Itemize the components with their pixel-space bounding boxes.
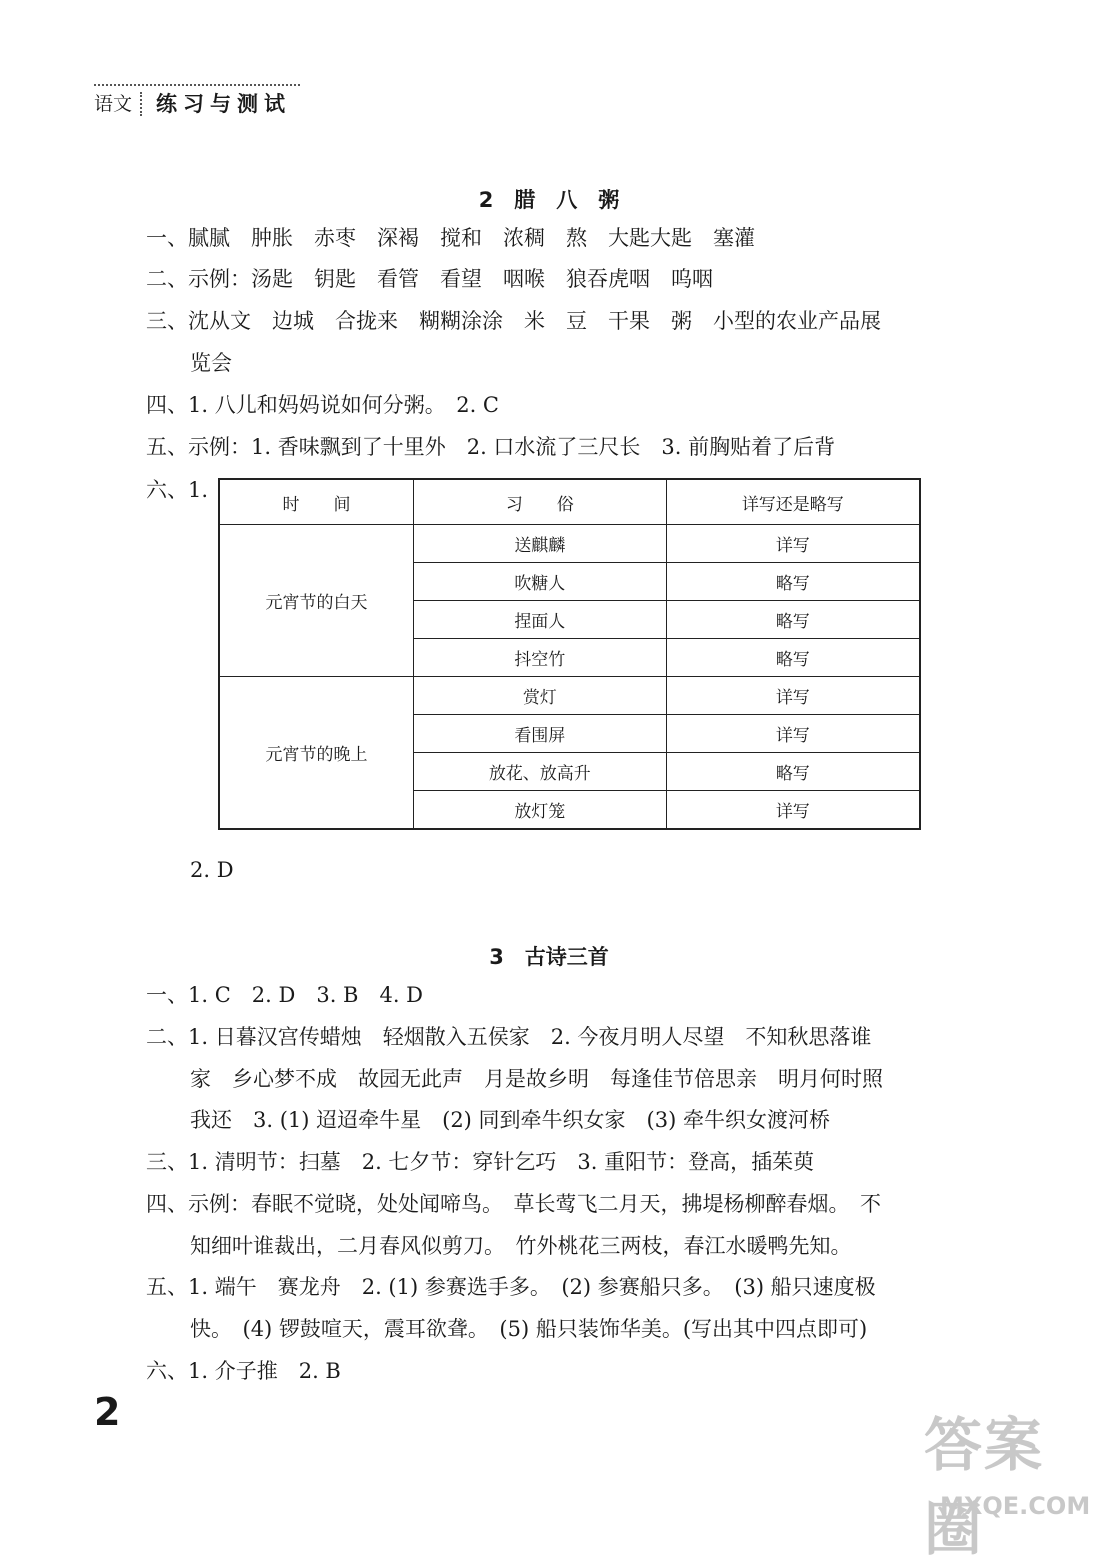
s2-q6-2: 2. D — [190, 858, 234, 882]
s3-q3: 三、1. 清明节：扫墓 2. 七夕节：穿针乞巧 3. 重阳节：登高，插茱萸 — [146, 1150, 815, 1174]
running-header — [94, 84, 300, 122]
table-time-cell: 元宵节的晚上 — [219, 677, 414, 830]
header-dotted-rule — [94, 84, 300, 86]
table-custom-cell: 放灯笼 — [414, 791, 667, 830]
table-custom-cell: 送麒麟 — [414, 525, 667, 563]
table-detail-cell: 略写 — [666, 753, 920, 791]
s3-q6: 六、1. 介子推 2. B — [146, 1359, 341, 1383]
s2-q3-line2: 览会 — [190, 351, 232, 375]
table-row — [219, 677, 920, 715]
table-detail-cell: 略写 — [666, 601, 920, 639]
header-book-title: 练习与测试 — [156, 92, 291, 116]
table-custom-cell: 赏灯 — [414, 677, 667, 715]
watermark-site: MXQE.COM — [940, 1492, 1091, 1520]
s3-q4-line2: 知细叶谁裁出，二月春风似剪刀。 竹外桃花三两枝，春江水暖鸭先知。 — [190, 1234, 852, 1258]
table-header-cell: 习 俗 — [414, 479, 667, 525]
watermark-logo: 答案圈 — [924, 1411, 1045, 1563]
section-3-title: 3 古诗三首 — [489, 945, 609, 969]
table-custom-cell: 捏面人 — [414, 601, 667, 639]
s2-q4: 四、1. 八儿和妈妈说如何分粥。 2. C — [146, 393, 499, 417]
table-time-cell: 元宵节的白天 — [219, 525, 414, 677]
table-detail-cell: 详写 — [666, 791, 920, 830]
table-detail-cell: 详写 — [666, 677, 920, 715]
s3-q1: 一、1. C 2. D 3. B 4. D — [146, 983, 424, 1007]
s3-q5-line1: 五、1. 端午 赛龙舟 2. (1) 参赛选手多。 (2) 参赛船只多。 (3) 船只速度极 — [146, 1275, 876, 1299]
s3-q5-line2: 快。 (4) 锣鼓喧天，震耳欲聋。 (5) 船只装饰华美。(写出其中四点即可) — [190, 1317, 868, 1341]
s2-q1: 一、腻腻 肿胀 赤枣 深褐 搅和 浓稠 熬 大匙大匙 塞灌 — [146, 226, 755, 250]
table-header-row — [219, 479, 920, 525]
s3-q4-line1: 四、示例：春眠不觉晓，处处闻啼鸟。 草长莺飞二月天，拂堤杨柳醉春烟。 不 — [146, 1192, 881, 1216]
page-number: 2 — [94, 1390, 121, 1434]
table-header-cell: 详写还是略写 — [666, 479, 920, 525]
section-2-title: 2 腊 八 粥 — [478, 188, 620, 212]
s3-q2-line2: 家 乡心梦不成 故园无此声 月是故乡明 每逢佳节倍思亲 明月何时照 — [190, 1067, 883, 1091]
table-row — [219, 525, 920, 563]
table-detail-cell: 略写 — [666, 563, 920, 601]
table-custom-cell: 看围屏 — [414, 715, 667, 753]
s2-q2: 二、示例：汤匙 钥匙 看管 看望 咽喉 狼吞虎咽 呜咽 — [146, 267, 713, 291]
header-subject: 语文 — [94, 92, 142, 116]
table-custom-cell: 抖空竹 — [414, 639, 667, 677]
s2-q6-label: 六、1. — [146, 478, 209, 502]
table-detail-cell: 略写 — [666, 639, 920, 677]
s3-q2-line1: 二、1. 日暮汉宫传蜡烛 轻烟散入五侯家 2. 今夜月明人尽望 不知秋思落谁 — [146, 1025, 872, 1049]
s2-q5: 五、示例：1. 香味飘到了十里外 2. 口水流了三尺长 3. 前胸贴着了后背 — [146, 435, 836, 459]
table-detail-cell: 详写 — [666, 525, 920, 563]
table-custom-cell: 放花、放高升 — [414, 753, 667, 791]
s2-q3-line1: 三、沈从文 边城 合拢来 糊糊涂涂 米 豆 干果 粥 小型的农业产品展 — [146, 309, 881, 333]
table-detail-cell: 详写 — [666, 715, 920, 753]
customs-table — [218, 478, 921, 830]
table-custom-cell: 吹糖人 — [414, 563, 667, 601]
table-header-cell: 时 间 — [219, 479, 414, 525]
s3-q2-line3: 我还 3. (1) 迢迢牵牛星 (2) 同到牵牛织女家 (3) 牵牛织女渡河桥 — [190, 1108, 830, 1132]
